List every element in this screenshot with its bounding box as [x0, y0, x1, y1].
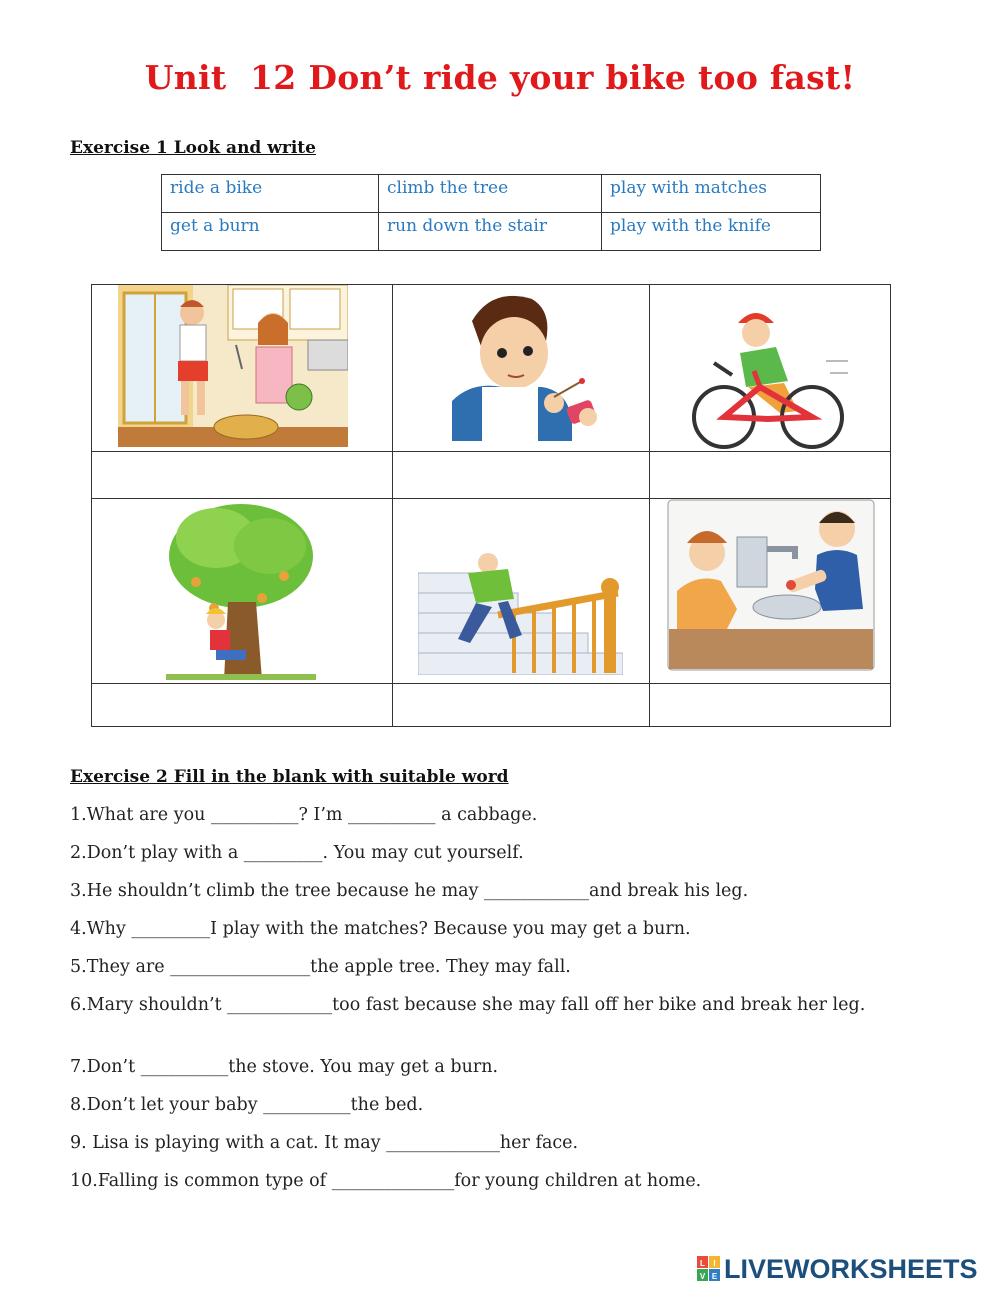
table-row [162, 175, 821, 213]
word-cell: ride a bike [162, 175, 379, 213]
picture-grid [91, 284, 891, 727]
exercise1-heading: Exercise 1 Look and write [70, 138, 316, 158]
svg-text:I: I [713, 1259, 716, 1268]
kitchen-knife-picture [118, 285, 348, 447]
logo-blocks-icon [697, 1256, 721, 1282]
question-item[interactable]: 6.Mary shouldn’t ____________too fast because she may fall off her bike and break her leg. [70, 995, 866, 1015]
answer-blank[interactable] [649, 451, 891, 498]
stairs-picture [418, 543, 623, 675]
answer-blank[interactable] [392, 451, 649, 498]
tree-climbing-picture [166, 502, 316, 680]
question-item[interactable]: 10.Falling is common type of ______________for young children at home. [70, 1171, 702, 1191]
answer-blank[interactable] [92, 451, 392, 498]
word-cell: get a burn [162, 213, 379, 251]
word-cell: climb the tree [379, 175, 602, 213]
matches-picture [442, 291, 602, 441]
word-bank-table [161, 174, 821, 251]
liveworksheets-logo [697, 1254, 978, 1284]
answer-blank[interactable] [92, 683, 392, 727]
svg-text:V: V [699, 1272, 706, 1281]
burn-picture [667, 499, 875, 671]
word-cell: run down the stair [379, 213, 602, 251]
exercise2-heading: Exercise 2 Fill in the blank with suitable word [70, 767, 509, 787]
answer-blank[interactable] [649, 683, 891, 727]
question-item[interactable]: 8.Don’t let your baby __________the bed. [70, 1095, 424, 1115]
question-item[interactable]: 4.Why _________I play with the matches? Because you may get a burn. [70, 919, 691, 939]
question-item[interactable]: 3.He shouldn’t climb the tree because he may ____________and break his leg. [70, 881, 749, 901]
word-cell: play with the knife [602, 213, 821, 251]
answer-blank[interactable] [392, 683, 649, 727]
svg-text:L: L [700, 1259, 705, 1268]
bike-picture [684, 301, 849, 449]
page-title: Unit 12 Don’t ride your bike too fast! [144, 58, 856, 97]
question-item[interactable]: 9. Lisa is playing with a cat. It may _____________her face. [70, 1133, 579, 1153]
logo-text: LIVEWORKSHEETS [724, 1253, 978, 1284]
table-row [162, 213, 821, 251]
question-item[interactable]: 7.Don’t __________the stove. You may get a burn. [70, 1057, 499, 1077]
word-cell: play with matches [602, 175, 821, 213]
svg-text:E: E [711, 1272, 718, 1281]
question-item[interactable]: 2.Don’t play with a _________. You may cut yourself. [70, 843, 524, 863]
question-item[interactable]: 1.What are you __________? I’m __________ a cabbage. [70, 805, 538, 825]
question-item[interactable]: 5.They are ________________the apple tree. They may fall. [70, 957, 571, 977]
